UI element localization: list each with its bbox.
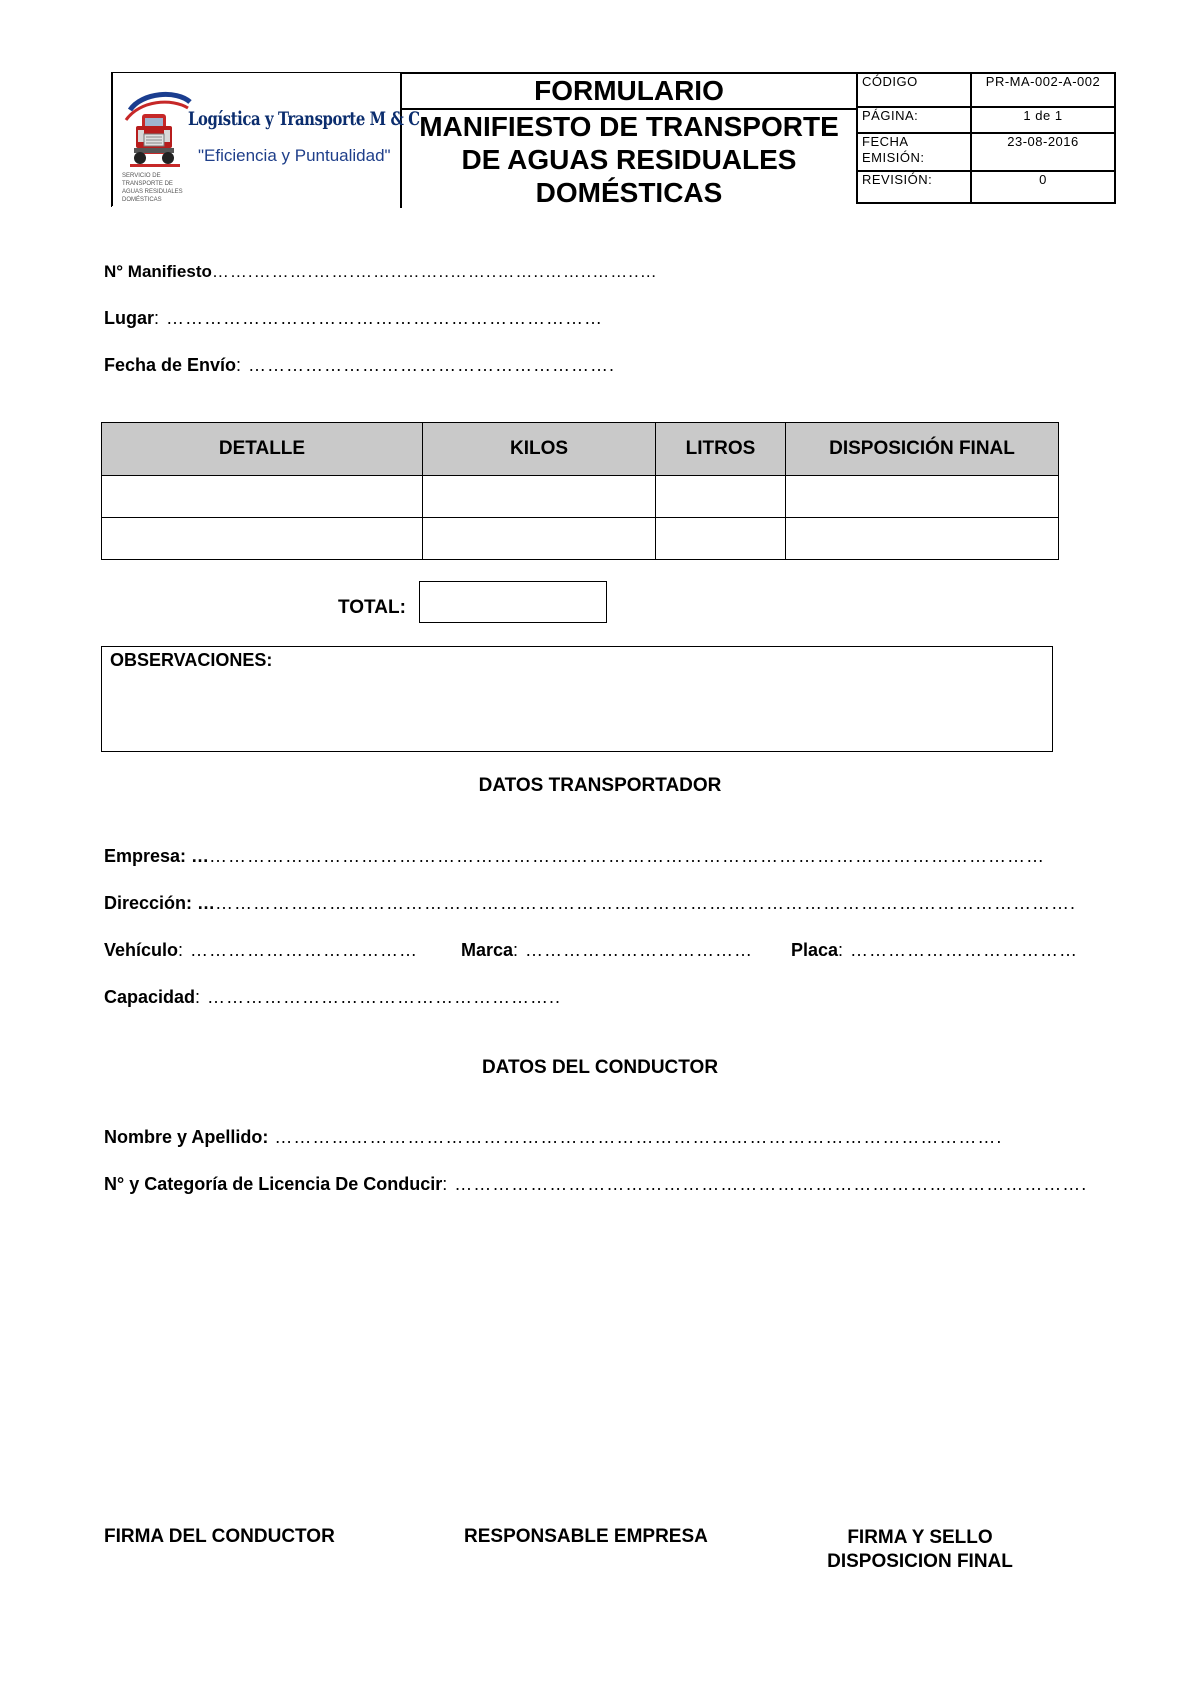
form-label: FORMULARIO <box>534 75 724 106</box>
placa-label: Placa <box>791 940 839 960</box>
field-nombre-apellido[interactable] <box>104 1127 1002 1148</box>
col-header-kilos: KILOS <box>423 423 656 476</box>
manifiesto-dots: …….……….…….……..……..……..……..……..……..… <box>211 262 658 281</box>
logo-small-text: SERVICIO DE TRANSPORTE DE AGUAS RESIDUALES DOMÉSTICAS <box>122 173 183 203</box>
table-cell[interactable] <box>786 476 1059 518</box>
table-row <box>102 476 1059 518</box>
manifiesto-label: N° Manifiesto <box>104 262 212 281</box>
field-vehiculo[interactable] <box>104 940 418 961</box>
logo-brand-name: Logística y Transporte M & C <box>188 108 420 130</box>
field-licencia[interactable] <box>104 1174 1087 1195</box>
col-header-litros: LITROS <box>656 423 786 476</box>
title-line-2: DE AGUAS RESIDUALES <box>461 144 797 175</box>
fecha-envio-label: Fecha de Envío <box>104 355 237 375</box>
section-title-transportador: DATOS TRANSPORTADOR <box>478 775 722 796</box>
logo-frame-left-border <box>111 72 113 206</box>
logo-slogan: "Eficiencia y Puntualidad" <box>198 146 391 165</box>
fecha-emision-value: 23-08-2016 <box>971 133 1115 171</box>
nombre-label: Nombre y Apellido: <box>104 1127 269 1147</box>
placa-dots: : ……………………………… <box>838 940 1079 960</box>
fecha-emision-label: FECHA EMISIÓN: <box>857 133 971 171</box>
field-manifiesto[interactable] <box>104 262 658 282</box>
table-row <box>102 518 1059 560</box>
vehiculo-label: Vehículo <box>104 940 179 960</box>
fecha-envio-dots: : …………………………………………………. <box>236 355 616 375</box>
table-cell[interactable] <box>656 476 786 518</box>
table-cell[interactable] <box>102 476 423 518</box>
licencia-dots: : ………………………………………………………………………………………. <box>442 1174 1088 1194</box>
revision-value: 0 <box>971 171 1115 203</box>
lugar-dots: : …………………………………………………………… <box>154 308 604 328</box>
signature-firma-sello <box>800 1526 1040 1574</box>
licencia-label: N° y Categoría de Licencia De Conducir <box>104 1174 443 1194</box>
nombre-dots: ……………………………………………………………………………………………………. <box>268 1127 1003 1147</box>
capacidad-label: Capacidad <box>104 987 196 1007</box>
codigo-label: CÓDIGO <box>857 73 971 107</box>
document-meta-table <box>856 72 1116 204</box>
table-cell[interactable] <box>656 518 786 560</box>
pagina-label: PÁGINA: <box>857 107 971 133</box>
codigo-value: PR-MA-002-A-002 <box>971 73 1115 107</box>
empresa-dots: …………………………………………………………………………………………………………………… <box>209 846 1046 866</box>
table-cell[interactable] <box>102 518 423 560</box>
signature-conductor: FIRMA DEL CONDUCTOR <box>104 1526 335 1547</box>
title-line-3: DOMÉSTICAS <box>535 177 723 208</box>
signature-responsable-empresa: RESPONSABLE EMPRESA <box>464 1526 708 1547</box>
field-fecha-envio[interactable] <box>104 355 615 376</box>
firma-sello-line-2: DISPOSICION FINAL <box>827 1551 1013 1572</box>
field-placa[interactable] <box>791 940 1078 961</box>
table-cell[interactable] <box>423 518 656 560</box>
total-label: TOTAL: <box>338 597 406 618</box>
title-line-1: MANIFIESTO DE TRANSPORTE <box>419 111 839 142</box>
pagina-value: 1 de 1 <box>971 107 1115 133</box>
col-header-disposicion-final: DISPOSICIÓN FINAL <box>786 423 1059 476</box>
field-empresa[interactable] <box>104 846 1045 867</box>
total-input[interactable] <box>419 581 607 623</box>
truck-logo-icon <box>122 90 192 172</box>
waste-detail-table <box>101 422 1059 560</box>
field-direccion[interactable] <box>104 893 1076 914</box>
observaciones-label: OBSERVACIONES: <box>110 650 273 670</box>
field-capacidad[interactable] <box>104 987 561 1008</box>
vehiculo-dots: : ……………………………… <box>178 940 419 960</box>
col-header-detalle: DETALLE <box>102 423 423 476</box>
field-lugar[interactable] <box>104 308 603 329</box>
marca-label: Marca <box>461 940 514 960</box>
direccion-dots: ………………………………………………………………………………………………………………………. <box>215 893 1077 913</box>
table-cell[interactable] <box>423 476 656 518</box>
lugar-label: Lugar <box>104 308 155 328</box>
page-title <box>400 110 858 209</box>
firma-sello-line-1: FIRMA Y SELLO <box>847 1527 993 1548</box>
table-cell[interactable] <box>786 518 1059 560</box>
capacidad-dots: : ……………………………………………….. <box>195 987 562 1007</box>
revision-label: REVISIÓN: <box>857 171 971 203</box>
empresa-label: Empresa: … <box>104 846 210 866</box>
direccion-label: Dirección: … <box>104 893 216 913</box>
marca-dots: : ……………………………… <box>513 940 754 960</box>
field-marca[interactable] <box>461 940 753 961</box>
section-title-conductor: DATOS DEL CONDUCTOR <box>481 1057 719 1078</box>
